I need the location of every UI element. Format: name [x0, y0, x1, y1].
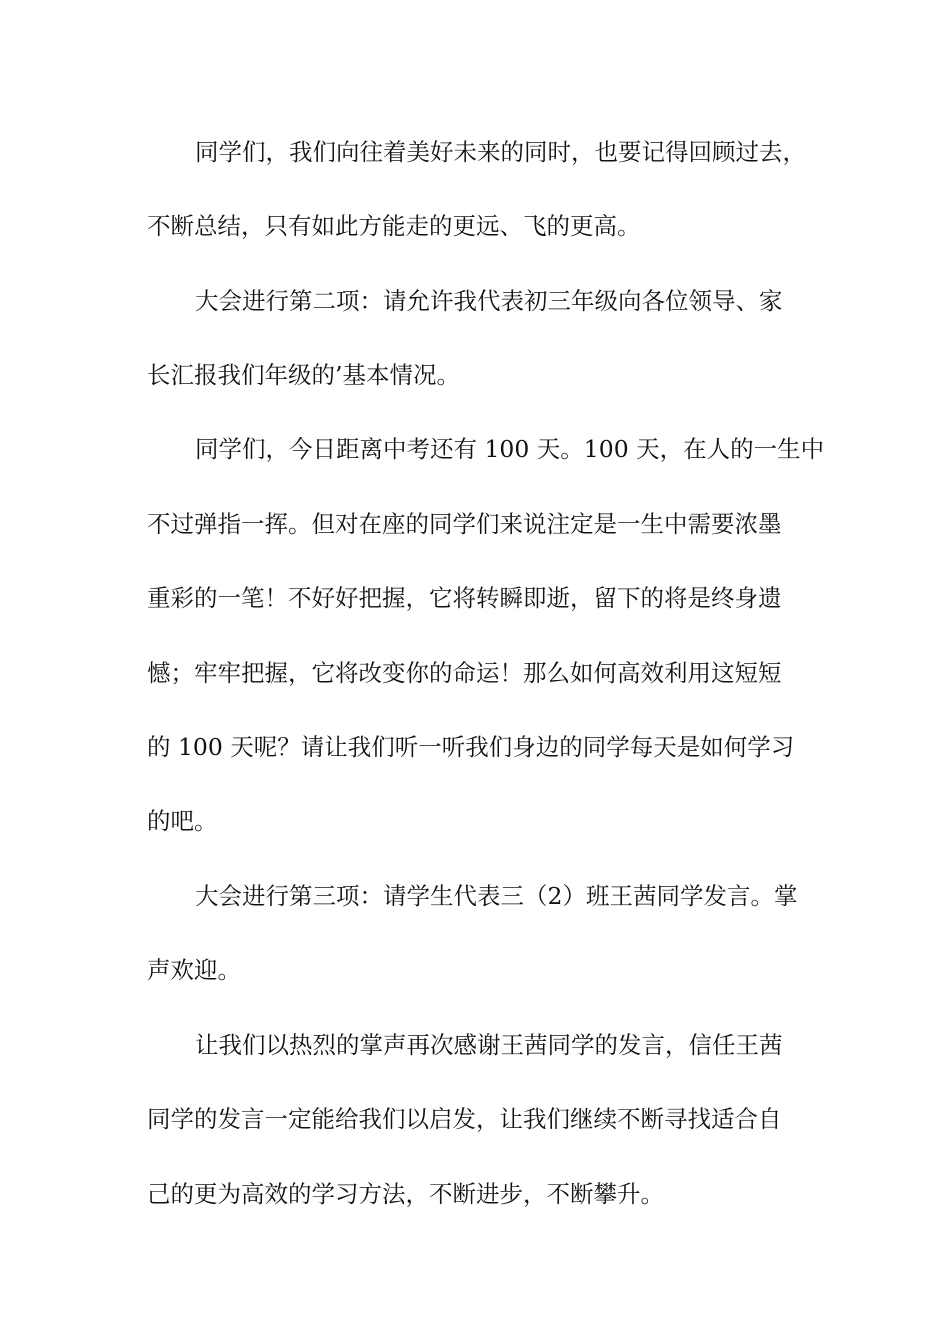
paragraph-4-line-1: 大会进行第三项：请学生代表三（2）班王茜同学发言。掌: [195, 882, 798, 910]
paragraph-3-line-1: 同学们，今日距离中考还有 100 天。100 天，在人的一生中: [195, 435, 825, 463]
paragraph-5-line-2: 同学的发言一定能给我们以启发，让我们继续不断寻找适合自: [147, 1105, 782, 1133]
paragraph-5-line-1: 让我们以热烈的掌声再次感谢王茜同学的发言，信任王茜: [195, 1031, 783, 1059]
paragraph-2-line-2: 长汇报我们年级的’基本情况。: [147, 361, 460, 389]
paragraph-3-line-3: 重彩的一笔！不好好把握，它将转瞬即逝，留下的将是终身遗: [147, 584, 782, 612]
paragraph-1-line-1: 同学们，我们向往着美好未来的同时，也要记得回顾过去，: [195, 138, 806, 166]
paragraph-3-line-4: 憾；牢牢把握，它将改变你的命运！那么如何高效利用这短短: [147, 659, 782, 687]
paragraph-3-line-2: 不过弹指一挥。但对在座的同学们来说注定是一生中需要浓墨: [147, 510, 782, 538]
paragraph-4-line-2: 声欢迎。: [147, 956, 241, 984]
paragraph-1-line-2: 不断总结，只有如此方能走的更远、飞的更高。: [147, 212, 641, 240]
paragraph-2-line-1: 大会进行第二项：请允许我代表初三年级向各位领导、家: [195, 287, 783, 315]
paragraph-3-line-5: 的 100 天呢？请让我们听一听我们身边的同学每天是如何学习: [147, 733, 795, 761]
paragraph-5-line-3: 己的更为高效的学习方法，不断进步，不断攀升。: [147, 1180, 664, 1208]
paragraph-3-line-6: 的吧。: [147, 807, 218, 835]
